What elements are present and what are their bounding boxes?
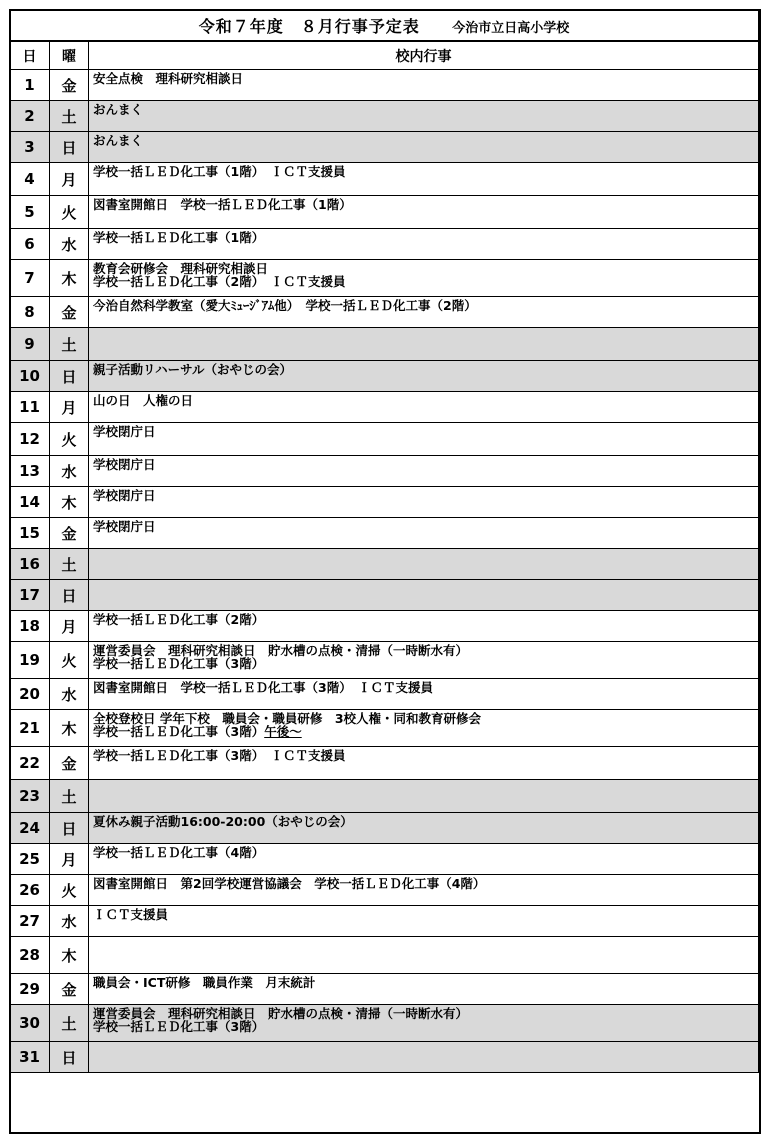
events-cell <box>89 328 759 361</box>
column-header-weekday: 曜 <box>50 41 89 70</box>
table-row <box>10 780 759 813</box>
day-cell: 19 <box>10 642 50 679</box>
table-row <box>10 101 759 132</box>
weekday-cell: 木 <box>50 937 89 974</box>
weekday-cell: 水 <box>50 679 89 710</box>
table-row <box>10 456 759 487</box>
weekday-cell: 水 <box>50 906 89 937</box>
table-row <box>10 70 759 101</box>
day-cell: 11 <box>10 392 50 423</box>
events-cell <box>89 297 759 328</box>
weekday-cell: 火 <box>50 423 89 456</box>
events-text: 学校閉庁日 <box>93 488 156 503</box>
day-cell: 25 <box>10 844 50 875</box>
column-header-events: 校内行事 <box>89 41 759 70</box>
table-row <box>10 1042 759 1073</box>
events-text: 学校一括ＬＥＤ化工事（1階） ＩＣＴ支援員 <box>93 164 346 179</box>
events-cell <box>89 580 759 611</box>
day-cell: 15 <box>10 518 50 549</box>
table-row <box>10 361 759 392</box>
weekday-cell: 日 <box>50 1042 89 1073</box>
events-text: 教育会研修会 理科研究相談日 学校一括ＬＥＤ化工事（2階） ＩＣＴ支援員 <box>93 261 346 289</box>
events-cell <box>89 229 759 260</box>
events-cell <box>89 549 759 580</box>
events-text: 親子活動リハーサル（おやじの会） <box>93 362 293 377</box>
weekday-cell: 月 <box>50 392 89 423</box>
events-text: 学校一括ＬＥＤ化工事（4階） <box>93 845 265 860</box>
day-cell: 2 <box>10 101 50 132</box>
table-row <box>10 875 759 906</box>
day-cell: 31 <box>10 1042 50 1073</box>
day-cell: 5 <box>10 196 50 229</box>
day-cell: 6 <box>10 229 50 260</box>
weekday-cell: 日 <box>50 132 89 163</box>
events-text: おんまく <box>93 102 144 117</box>
events-text: 学校閉庁日 <box>93 457 156 472</box>
weekday-cell: 土 <box>50 328 89 361</box>
events-cell <box>89 163 759 196</box>
day-cell: 26 <box>10 875 50 906</box>
day-cell: 27 <box>10 906 50 937</box>
events-cell <box>89 361 759 392</box>
events-cell <box>89 642 759 679</box>
weekday-cell: 金 <box>50 518 89 549</box>
events-cell <box>89 1042 759 1073</box>
events-text: 学校一括ＬＥＤ化工事（2階） <box>93 612 265 627</box>
day-cell: 9 <box>10 328 50 361</box>
events-text: 運営委員会 理科研究相談日 貯水槽の点検・清掃（一時断水有） 学校一括ＬＥＤ化工事（3階） <box>93 643 469 671</box>
weekday-cell: 土 <box>50 101 89 132</box>
table-row <box>10 611 759 642</box>
events-text: 山の日 人権の日 <box>93 393 194 408</box>
day-cell: 28 <box>10 937 50 974</box>
events-cell <box>89 906 759 937</box>
events-text: 図書室開館日 学校一括ＬＥＤ化工事（3階） ＩＣＴ支援員 <box>93 680 433 695</box>
day-cell: 14 <box>10 487 50 518</box>
weekday-cell: 日 <box>50 580 89 611</box>
events-note: 午後～ <box>264 724 302 739</box>
day-cell: 10 <box>10 361 50 392</box>
events-cell <box>89 518 759 549</box>
weekday-cell: 金 <box>50 747 89 780</box>
table-row <box>10 392 759 423</box>
day-cell: 18 <box>10 611 50 642</box>
events-cell <box>89 875 759 906</box>
table-row <box>10 844 759 875</box>
day-cell: 4 <box>10 163 50 196</box>
table-row <box>10 328 759 361</box>
weekday-cell: 金 <box>50 974 89 1005</box>
events-text: 職員会・ICT研修 職員作業 月末統計 <box>93 975 316 990</box>
table-row <box>10 196 759 229</box>
day-cell: 12 <box>10 423 50 456</box>
table-row <box>10 487 759 518</box>
day-cell: 20 <box>10 679 50 710</box>
table-row <box>10 679 759 710</box>
weekday-cell: 水 <box>50 229 89 260</box>
weekday-cell: 土 <box>50 780 89 813</box>
day-cell: 29 <box>10 974 50 1005</box>
table-row <box>10 229 759 260</box>
events-cell <box>89 813 759 844</box>
events-cell <box>89 196 759 229</box>
day-cell: 17 <box>10 580 50 611</box>
table-row <box>10 747 759 780</box>
day-cell: 24 <box>10 813 50 844</box>
day-cell: 23 <box>10 780 50 813</box>
table-row <box>10 132 759 163</box>
events-text: 学校閉庁日 <box>93 424 156 439</box>
events-text: 今治自然科学教室（愛大ﾐｭｰｼﾞｱﾑ他） 学校一括ＬＥＤ化工事（2階） <box>93 298 477 313</box>
events-cell <box>89 1005 759 1042</box>
events-cell <box>89 132 759 163</box>
events-cell <box>89 423 759 456</box>
weekday-cell: 水 <box>50 456 89 487</box>
table-row <box>10 163 759 196</box>
events-text: 全校登校日 学年下校 職員会・職員研修 3校人権・同和教育研修会 学校一括ＬＥＤ化工事（3階） <box>93 711 482 739</box>
school-name: 今治市立日高小学校 <box>452 20 570 36</box>
events-cell <box>89 974 759 1005</box>
events-cell <box>89 456 759 487</box>
events-cell <box>89 937 759 974</box>
day-cell: 8 <box>10 297 50 328</box>
table-row <box>10 423 759 456</box>
weekday-cell: 火 <box>50 642 89 679</box>
day-cell: 16 <box>10 549 50 580</box>
events-cell <box>89 487 759 518</box>
events-text: ＩＣＴ支援員 <box>93 907 169 922</box>
events-cell <box>89 392 759 423</box>
table-row <box>10 937 759 974</box>
events-cell <box>89 679 759 710</box>
weekday-cell: 土 <box>50 549 89 580</box>
day-cell: 21 <box>10 710 50 747</box>
weekday-cell: 土 <box>50 1005 89 1042</box>
day-cell: 3 <box>10 132 50 163</box>
weekday-cell: 金 <box>50 70 89 101</box>
table-row <box>10 518 759 549</box>
events-cell <box>89 710 759 747</box>
weekday-cell: 木 <box>50 487 89 518</box>
day-cell: 7 <box>10 260 50 297</box>
table-row <box>10 974 759 1005</box>
events-text: 運営委員会 理科研究相談日 貯水槽の点検・清掃（一時断水有） 学校一括ＬＥＤ化工事（3階） <box>93 1006 469 1034</box>
page-title: 令和７年度 ８月行事予定表 <box>198 16 420 36</box>
events-text: 夏休み親子活動16:00-20:00（おやじの会） <box>93 814 353 829</box>
events-text: 学校一括ＬＥＤ化工事（3階） ＩＣＴ支援員 <box>93 748 346 763</box>
events-text: 学校閉庁日 <box>93 519 156 534</box>
weekday-cell: 火 <box>50 875 89 906</box>
column-header-day: 日 <box>10 41 50 70</box>
events-text: 安全点検 理科研究相談日 <box>93 71 244 86</box>
table-row <box>10 813 759 844</box>
events-text: 図書室開館日 学校一括ＬＥＤ化工事（1階） <box>93 197 352 212</box>
table-row <box>10 906 759 937</box>
events-text: 学校一括ＬＥＤ化工事（1階） <box>93 230 265 245</box>
weekday-cell: 月 <box>50 611 89 642</box>
events-text: 図書室開館日 第2回学校運営協議会 学校一括ＬＥＤ化工事（4階） <box>93 876 486 891</box>
weekday-cell: 月 <box>50 163 89 196</box>
table-row <box>10 1005 759 1042</box>
table-row <box>10 710 759 747</box>
events-cell <box>89 844 759 875</box>
weekday-cell: 日 <box>50 361 89 392</box>
weekday-cell: 木 <box>50 260 89 297</box>
table-row <box>10 580 759 611</box>
title-cell <box>10 10 759 42</box>
events-cell <box>89 70 759 101</box>
events-text: おんまく <box>93 133 144 148</box>
weekday-cell: 日 <box>50 813 89 844</box>
day-cell: 30 <box>10 1005 50 1042</box>
events-cell <box>89 611 759 642</box>
day-cell: 1 <box>10 70 50 101</box>
events-cell <box>89 101 759 132</box>
day-cell: 22 <box>10 747 50 780</box>
events-cell <box>89 260 759 297</box>
table-row <box>10 297 759 328</box>
weekday-cell: 木 <box>50 710 89 747</box>
weekday-cell: 金 <box>50 297 89 328</box>
events-cell <box>89 780 759 813</box>
events-cell <box>89 747 759 780</box>
schedule-table <box>9 9 759 1073</box>
table-row <box>10 549 759 580</box>
table-row <box>10 642 759 679</box>
weekday-cell: 月 <box>50 844 89 875</box>
weekday-cell: 火 <box>50 196 89 229</box>
day-cell: 13 <box>10 456 50 487</box>
table-row <box>10 260 759 297</box>
